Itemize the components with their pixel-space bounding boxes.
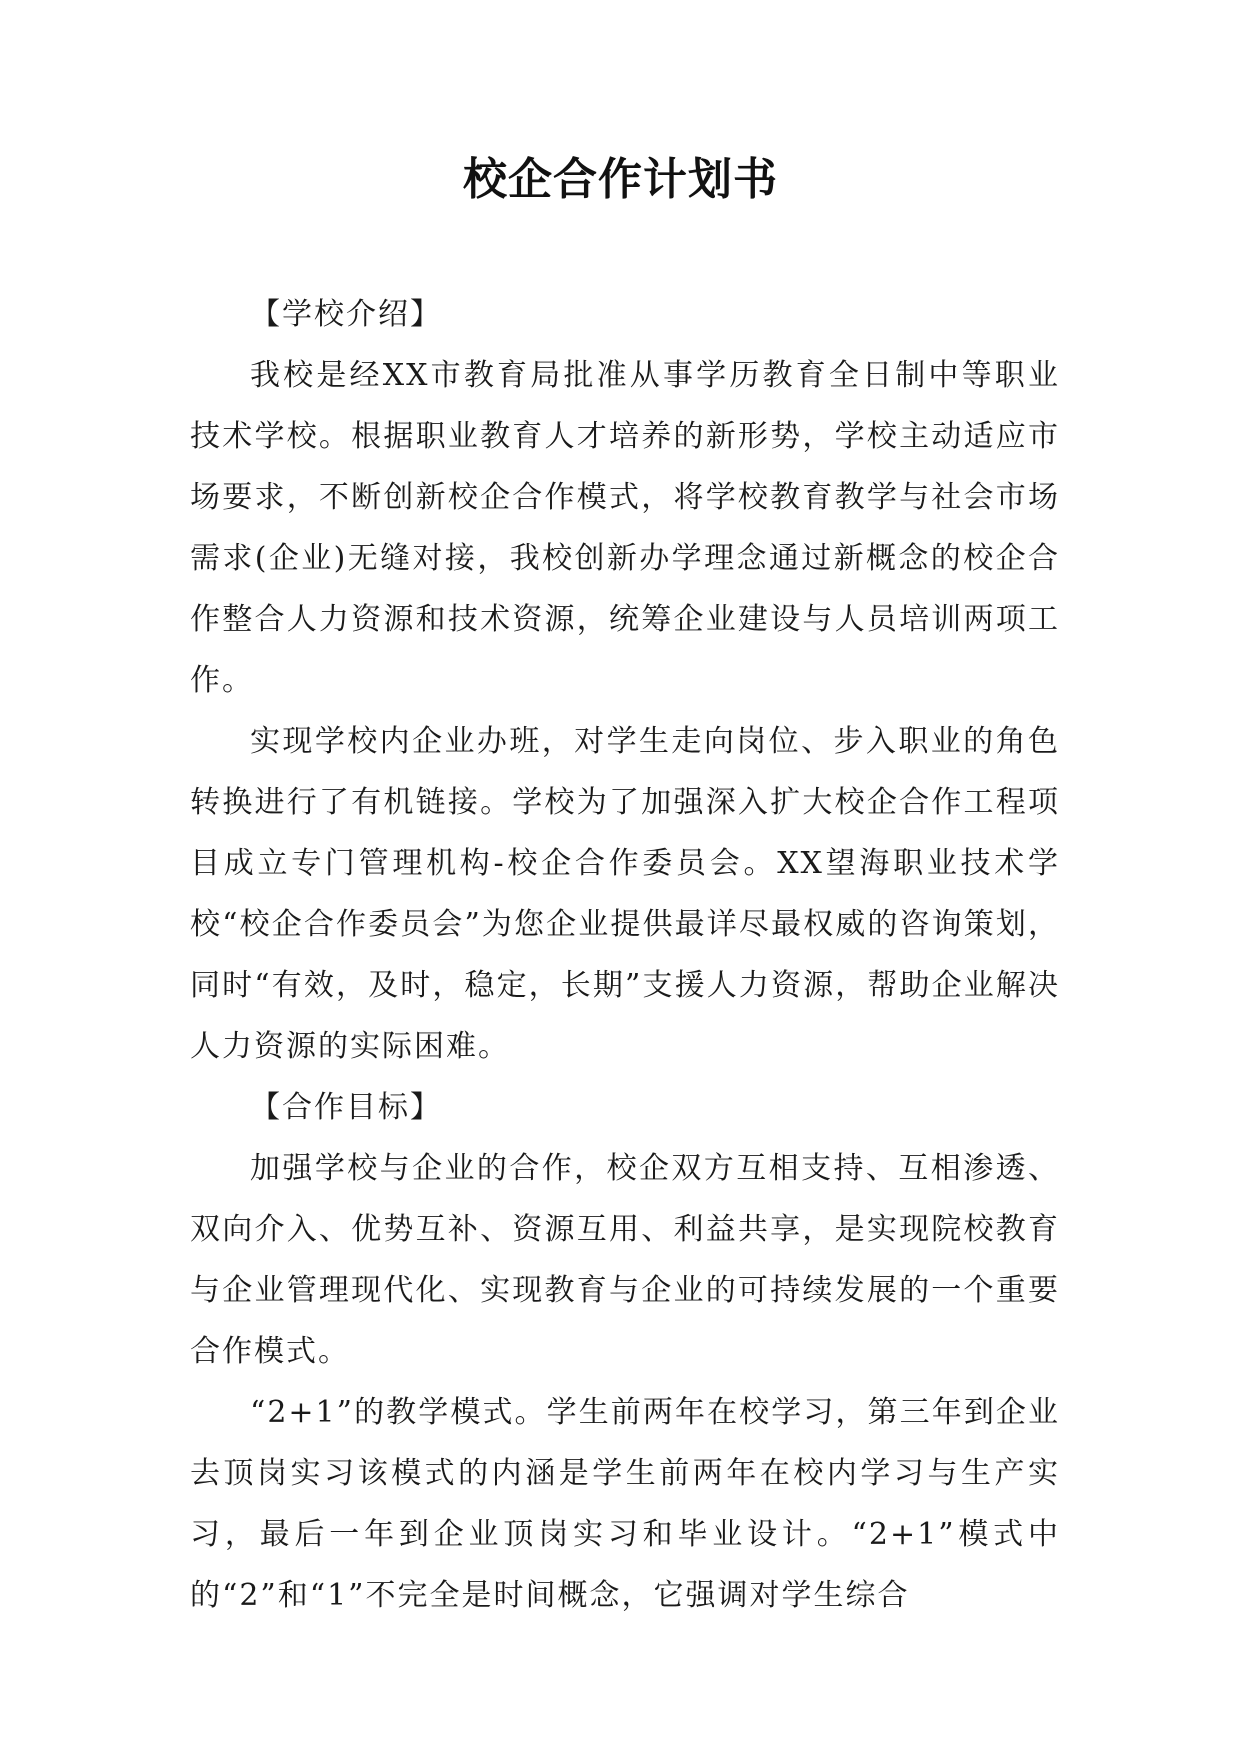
document-body	[190, 284, 1060, 1626]
paragraph: “2+1”的教学模式。学生前两年在校学习，第三年到企业去顶岗实习该模式的内涵是学生前两年在校内学习与生产实习，最后一年到企业顶岗实习和毕业设计。“2+1”模式中的“2”和“1”不完全是时间概念，它强调对学生综合	[190, 1395, 1060, 1613]
section-heading-cooperation-goals: 【合作目标】	[250, 1090, 442, 1125]
paragraph: 加强学校与企业的合作，校企双方互相支持、互相渗透、双向介入、优势互补、资源互用、利益共享，是实现院校教育与企业管理现代化、实现教育与企业的可持续发展的一个重要合作模式。	[190, 1151, 1060, 1369]
paragraph: 实现学校内企业办班，对学生走向岗位、步入职业的角色转换进行了有机链接。学校为了加强深入扩大校企合作工程项目成立专门管理机构-校企合作委员会。XX望海职业技术学校“校企合作委员会”为您企业提供最详尽最权威的咨询策划，同时“有效，及时，稳定，长期”支援人力资源，帮助企业解决人力资源的实际困难。	[190, 724, 1060, 1064]
document-title: 校企合作计划书	[463, 154, 778, 205]
section-heading-school-intro: 【学校介绍】	[250, 297, 442, 332]
paragraph: 我校是经XX市教育局批准从事学历教育全日制中等职业技术学校。根据职业教育人才培养的新形势，学校主动适应市场要求，不断创新校企合作模式，将学校教育教学与社会市场需求(企业)无缝对接，我校创新办学理念通过新概念的校企合作整合人力资源和技术资源，统筹企业建设与人员培训两项工作。	[190, 358, 1060, 698]
